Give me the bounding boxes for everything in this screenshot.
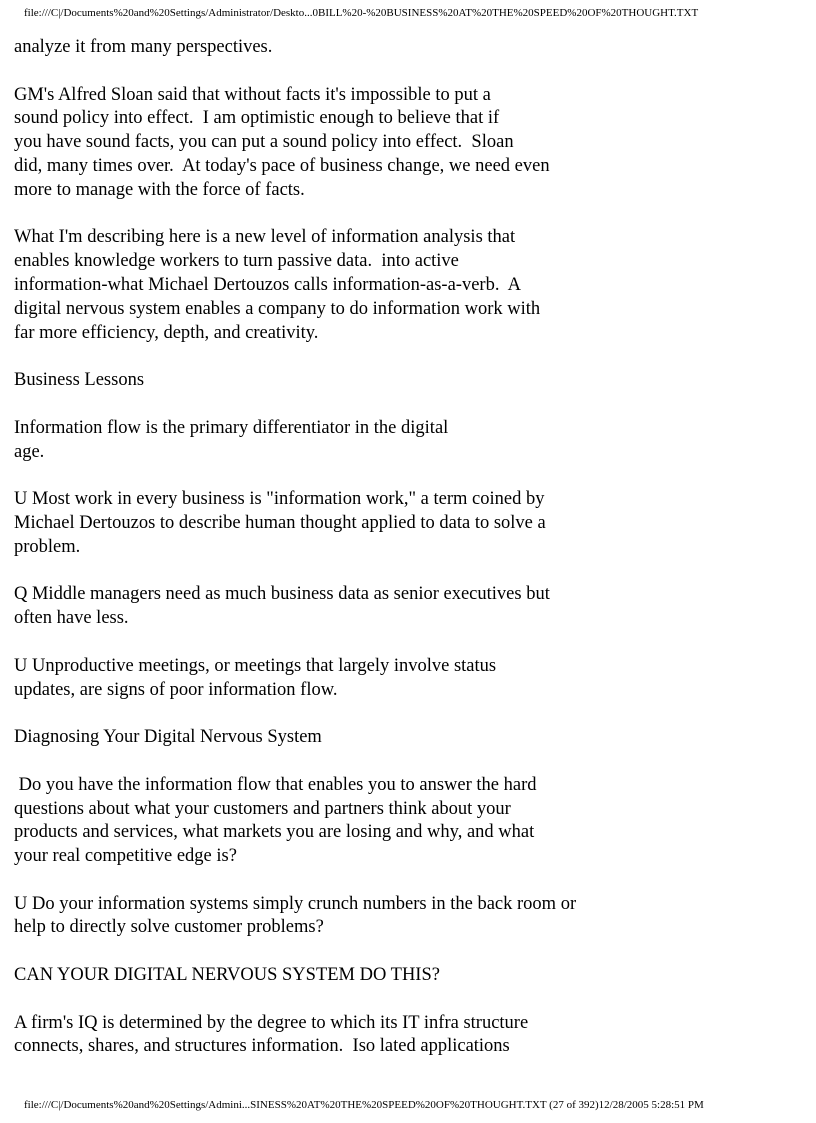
paragraph: analyze it from many perspectives. bbox=[14, 37, 273, 57]
paragraph: What I'm describing here is a new level of information analysis that enables knowledge workers to turn passive data. into active information-what Michael Dertouzos calls information-as-a-verb. A digital nervous system enables a company to do information work with far more efficiency, depth, and creativity. bbox=[14, 227, 541, 343]
bullet-item: U Unproductive meetings, or meetings that largely involve status updates, are signs of poor information flow. bbox=[14, 655, 497, 700]
bullet-item: U Most work in every business is "information work," a term coined by Michael Dertouzos to describe human thought applied to data to solve a problem. bbox=[14, 489, 546, 557]
paragraph: A firm's IQ is determined by the degree to which its IT infra structure connects, shares, and structures information. Iso lated applications bbox=[14, 1012, 529, 1057]
page-header-path: file:///C|/Documents%20and%20Settings/Administrator/Deskto...0BILL%20-%20BUSINESS%20AT%20THE%20SPEED%20OF%20THOUGHT.TXT bbox=[24, 7, 699, 19]
bullet-item: Q Middle managers need as much business data as senior executives but often have less. bbox=[14, 584, 550, 629]
page-footer-path: file:///C|/Documents%20and%20Settings/Admini...SINESS%20AT%20THE%20SPEED%20OF%20THOUGHT.TXT (27 of 392)12/28/2005 5:28:51 PM bbox=[24, 1099, 704, 1111]
bullet-item: U Do your information systems simply crunch numbers in the back room or help to directly solve customer problems? bbox=[14, 893, 577, 938]
section-heading: Business Lessons bbox=[14, 370, 145, 391]
paragraph: GM's Alfred Sloan said that without facts it's impossible to put a sound policy into effect. I am optimistic enough to believe that if you have sound facts, you can put a sound policy into effect. Sloan did, many times over. At today's pace of business change, we need even more to manage with the force of facts. bbox=[14, 84, 550, 200]
section-heading: Diagnosing Your Digital Nervous System bbox=[14, 727, 322, 748]
paragraph: Information flow is the primary differentiator in the digital age. bbox=[14, 417, 449, 462]
paragraph: Do you have the information flow that enables you to answer the hard questions about what your customers and partners think about your products and services, what markets you are losing and why, and what your real competitive edge is? bbox=[14, 774, 537, 867]
section-heading: CAN YOUR DIGITAL NERVOUS SYSTEM DO THIS? bbox=[14, 965, 440, 986]
document-body bbox=[14, 36, 804, 1083]
